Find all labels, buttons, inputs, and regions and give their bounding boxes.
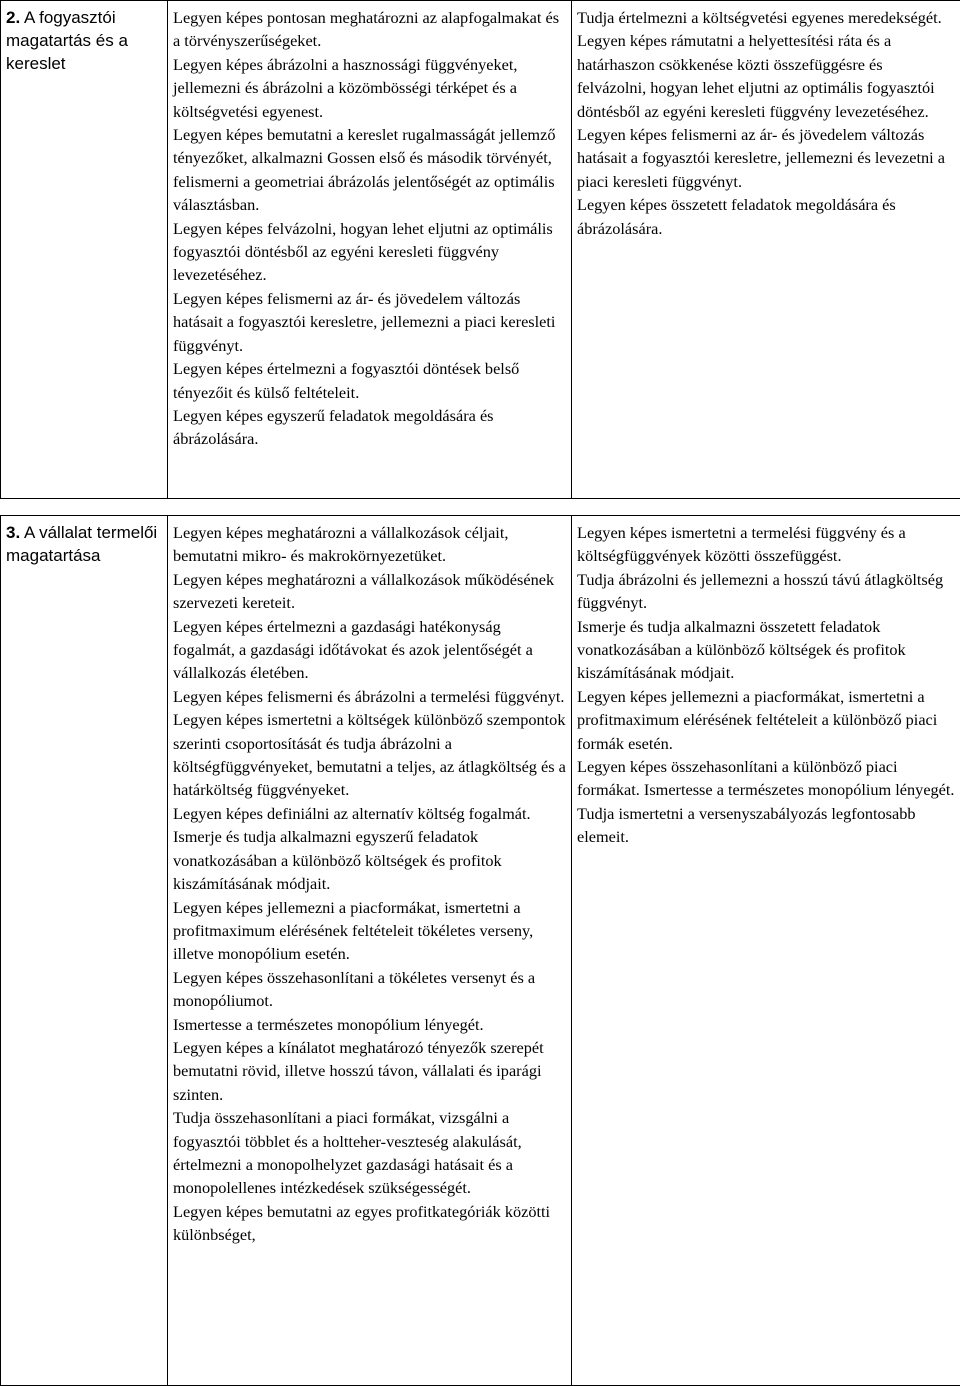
table-gap: [0, 499, 960, 515]
basic-level-requirements: Legyen képes pontosan meghatározni az alapfogalmakat és a törvényszerűségeket. Legyen képes ábrázolni a hasznossági függvényeket, jellemezni és ábrázolni a közömbösségi térképet és a költségvetési egyenest. Legyen képes bemutatni a kereslet rugalmasságát jellemző tényezőket, alkalmazni Gossen első és második törvényét, felismerni a geometriai ábrázolás jelentőségét az optimális választásban. Legyen képes felvázolni, hogyan lehet eljutni az optimális fogyasztói döntésből az egyéni keresleti függvény levezetéséhez. Legyen képes felismerni az ár- és jövedelem változás hatásait a fogyasztói keresletre, jellemezni a piaci keresleti függvényt. Legyen képes értelmezni a fogyasztói döntések belső tényezőit és külső feltételeit. Legyen képes egyszerű feladatok megoldására és ábrázolására.: [168, 1, 572, 499]
topic-title: A fogyasztói magatartás és a kereslet: [6, 8, 128, 73]
advanced-level-requirements: Legyen képes ismertetni a termelési függvény és a költségfüggvények közötti összefüggést. Tudja ábrázolni és jellemezni a hosszú távú átlagköltség függvényt. Ismerje és tudja alkalmazni összetett feladatok vonatkozásában a különböző költségek és profitok kiszámításának módjait. Legyen képes jellemezni a piacformákat, ismertetni a profitmaximum elérésének feltételeit a különböző piaci formák esetén. Legyen képes összehasonlítani a különböző piaci formákat. Ismertesse a természetes monopólium lényegét. Tudja ismertetni a versenyszabályozás legfontosabb elemeit.: [572, 516, 960, 1386]
topic-number: 2.: [6, 8, 20, 27]
requirements-table-topic-2: [0, 0, 960, 499]
topic-cell: [1, 516, 168, 1386]
topic-title: A vállalat termelői magatartása: [6, 523, 157, 565]
topic-cell: [1, 1, 168, 499]
basic-level-requirements: Legyen képes meghatározni a vállalkozások céljait, bemutatni mikro- és makrokörnyezetüket. Legyen képes meghatározni a vállalkozások működésének szervezeti kereteit. Legyen képes értelmezni a gazdasági hatékonyság fogalmát, a gazdasági időtávokat és azok jelentőségét a vállalkozás életében. Legyen képes felismerni és ábrázolni a termelési függvényt. Legyen képes ismertetni a költségek különböző szempontok szerinti csoportosítását és tudja ábrázolni a költségfüggvényeket, bemutatni a teljes, az átlagköltség és a határköltség függvényeket. Legyen képes definiálni az alternatív költség fogalmát. Ismerje és tudja alkalmazni egyszerű feladatok vonatkozásában a különböző költségek és profitok kiszámításának módjait. Legyen képes jellemezni a piacformákat, ismertetni a profitmaximum elérésének feltételeit tökéletes verseny, illetve monopólium esetén. Legyen képes összehasonlítani a tökéletes versenyt és a monopóliumot. Ismertesse a természetes monopólium lényegét. Legyen képes a kínálatot meghatározó tényezők szerepét bemutatni rövid, illetve hosszú távon, vállalati és iparági szinten. Tudja összehasonlítani a piaci formákat, vizsgálni a fogyasztói többlet és a holtteher-veszteség alakulását, értelmezni a monopolhelyzet gazdasági hatásait és a monopolellenes intézkedések szükségességét. Legyen képes bemutatni az egyes profitkategóriák közötti különbséget,: [168, 516, 572, 1386]
requirements-table-topic-3: [0, 515, 960, 1386]
advanced-level-requirements: Tudja értelmezni a költségvetési egyenes meredekségét. Legyen képes rámutatni a helyettesítési ráta és a határhaszon csökkenése közti összefüggésre és felvázolni, hogyan lehet eljutni az optimális fogyasztói döntésből az egyéni keresleti függvény levezetéséhez. Legyen képes felismerni az ár- és jövedelem változás hatásait a fogyasztói keresletre, jellemezni és levezetni a piaci keresleti függvényt. Legyen képes összetett feladatok megoldására és ábrázolására.: [572, 1, 960, 499]
topic-number: 3.: [6, 523, 20, 542]
table-row: [1, 516, 960, 1386]
table-row: [1, 1, 960, 499]
